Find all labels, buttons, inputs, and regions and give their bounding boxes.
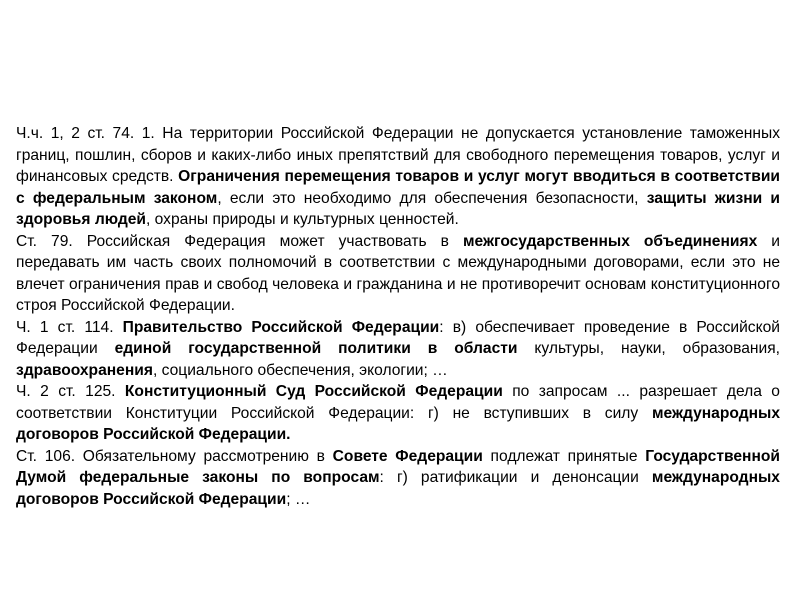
text-run-bold: Совете Федерации: [332, 447, 483, 465]
text-run: подлежат принятые: [482, 447, 646, 465]
text-run-bold: Правительство Российской Федерации: [122, 318, 440, 336]
paragraph-art-106: [16, 446, 780, 511]
text-run: и передавать им часть своих полномочий в соответствии с международными договорами, если это не влечет ограничения прав и свобод человека и гражданина и не противоречит основам конституционного строя Российской Федерации.: [16, 232, 780, 314]
text-run: Ч.ч. 1, 2 ст. 74. 1. На территории Российской Федерации не допускается установление таможенных границ, пошлин, сборов и каких-либо иных препятствий для свободного перемещения товаров, услуг и финансовых средств.: [16, 125, 780, 185]
text-run-bold: здравоохранения: [16, 361, 153, 379]
text-run: : в) обеспечивает проведение в Российской Федерации: [16, 318, 780, 357]
text-run: культуры, науки, образования,: [517, 340, 780, 357]
text-run: Ст. 79. Российская Федерация может участвовать в: [16, 232, 463, 250]
text-run-bold: защиты жизни и здоровья людей: [16, 189, 780, 228]
text-block: [16, 123, 780, 510]
paragraph-art-79: [16, 231, 780, 317]
text-run: Ст. 106. Обязательному рассмотрению в: [16, 447, 333, 465]
text-run-bold: международных договоров Российской Федерации.: [16, 404, 780, 443]
text-run-bold: Ограничения перемещения товаров и услуг могут вводиться в соответствии с федеральным законом: [16, 168, 780, 207]
text-run: Ч. 1 ст. 114.: [16, 318, 123, 336]
text-run-bold: международных договоров Российской Федерации: [16, 469, 780, 508]
text-run-bold: Государственной Думой федеральные законы по вопросам: [16, 447, 780, 486]
text-run: : г) ратификации и денонсации: [379, 469, 652, 486]
text-run: Ч. 2 ст. 125.: [16, 383, 125, 400]
paragraph-art-125: [16, 381, 780, 446]
text-run-bold: Конституционный Суд Российской Федерации: [124, 383, 503, 400]
text-run-bold: межгосударственных объединениях: [462, 232, 758, 250]
text-run: ; …: [286, 490, 311, 508]
text-run: , если это необходимо для обеспечения безопасности,: [217, 189, 647, 207]
paragraph-art-74: [16, 123, 780, 231]
text-run: , охраны природы и культурных ценностей.: [146, 211, 459, 228]
text-run-bold: единой государственной политики в области: [114, 340, 518, 357]
paragraph-art-114: [16, 317, 780, 382]
text-run: по запросам ... разрешает дела о соответствии Конституции Российской Федерации: г) не вступивших в силу: [16, 383, 780, 422]
text-run: , социального обеспечения, экологии; …: [152, 361, 448, 379]
